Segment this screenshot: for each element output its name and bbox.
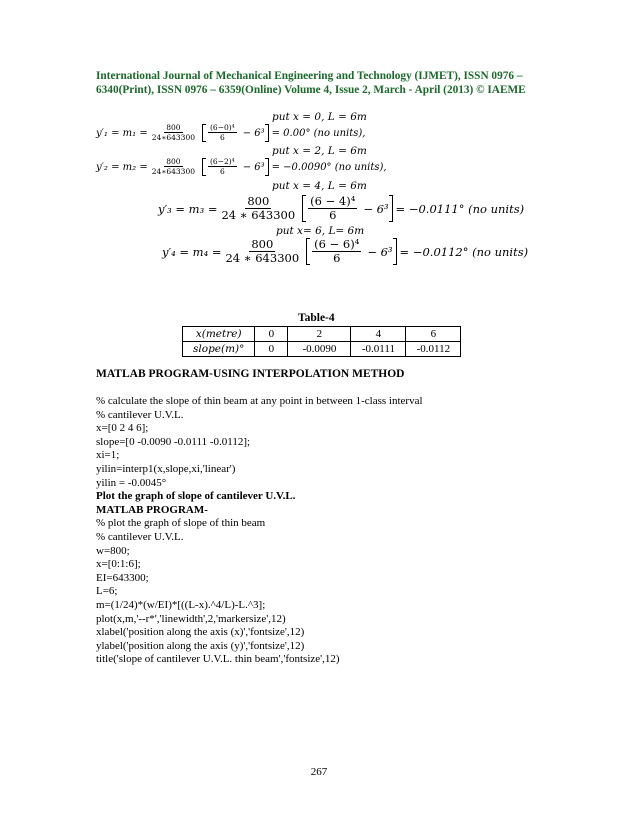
coefficient-fraction: $\frac{800}{24 ∗ 643300}$ — [225, 237, 300, 265]
code-line: % cantilever U.V.L. — [96, 530, 184, 543]
equation-rhs: = −0.0111° (no units) — [395, 201, 525, 216]
code-line: ylabel('position along the axis (y)','fontsize',12) — [96, 639, 305, 652]
table-row — [183, 327, 461, 342]
code-line: % calculate the slope of thin beam at any point in between 1-class interval — [96, 395, 423, 407]
code-line: xlabel('position along the axis (x)','fontsize',12) — [96, 626, 305, 639]
code-line: EI=643300; — [96, 571, 149, 584]
table-cell: -0.0112 — [406, 342, 461, 357]
row-header: x(metre) — [183, 327, 255, 342]
bracket: $\frac{\text{(6 − 4)⁴}}{6}$ − 6³ — [302, 195, 392, 222]
table-cell: -0.0090 — [288, 342, 351, 357]
code-line: xi=1; — [96, 449, 120, 462]
bracket: $\frac{\text{(6−0)⁴}}{6}$ − 6³ — [202, 124, 269, 142]
equation-rhs: = −0.0090° (no units), — [271, 161, 387, 173]
equation-lhs: y′₄ = m₄ = — [162, 244, 222, 259]
equation-3 — [158, 195, 524, 222]
condition-2: put x = 2, L = 6m — [272, 145, 367, 157]
equation-lhs: y′₃ = m₃ = — [158, 201, 218, 216]
table-cell: 0 — [255, 327, 288, 342]
matlab-code-block — [96, 395, 423, 667]
code-line: slope=[0 -0.0090 -0.0111 -0.0112]; — [96, 435, 251, 448]
equation-4 — [162, 238, 528, 265]
condition-1: put x = 0, L = 6m — [272, 111, 367, 123]
journal-header — [96, 69, 546, 97]
equation-rhs: = 0.00° (no units), — [271, 127, 366, 139]
header-line-1: International Journal of Mechanical Engineering and Technology (IJMET), ISSN 0976 – — [96, 70, 523, 82]
code-line: yilin = -0.0045° — [96, 476, 167, 489]
inner-fraction: $\frac{\text{(6−0)⁴}}{6}$ — [210, 123, 235, 143]
code-line: % plot the graph of slope of thin beam — [96, 517, 266, 530]
code-line: x=[0:1:6]; — [96, 558, 141, 571]
code-line: title('slope of cantilever U.V.L. thin beam','fontsize',12) — [96, 653, 340, 666]
table-title: Table-4 — [298, 312, 335, 324]
header-line-2: 6340(Print), ISSN 0976 – 6359(Online) Volume 4, Issue 2, March - April (2013) © IAEME — [96, 84, 526, 96]
table-cell: 6 — [406, 327, 461, 342]
page-number: 267 — [310, 766, 328, 778]
code-line: plot(x,m,'--r*','linewidth',2,'markersize',12) — [96, 612, 286, 625]
code-line: L=6; — [96, 585, 118, 598]
code-heading: Plot the graph of slope of cantilever U.V.L. — [96, 490, 296, 503]
row-header: slope(m)° — [183, 342, 255, 357]
inner-fraction: $\frac{\text{(6 − 4)⁴}}{6}$ — [310, 194, 356, 222]
table-cell: 2 — [288, 327, 351, 342]
bracket: $\frac{\text{(6 − 6)⁴}}{6}$ − 6³ — [306, 238, 396, 265]
coefficient-fraction: $\frac{800}{24 ∗ 643300}$ — [221, 194, 296, 222]
equation-lhs: y′₂ = m₂ = — [96, 161, 148, 173]
table-cell: 0 — [255, 342, 288, 357]
table-cell: -0.0111 — [351, 342, 406, 357]
coefficient-fraction: $\frac{800}{24∗643300}$ — [151, 123, 195, 143]
code-line: yilin=interp1(x,slope,xi,'linear') — [96, 462, 236, 475]
equation-rhs: = −0.0112° (no units) — [399, 244, 529, 259]
condition-3: put x = 4, L = 6m — [272, 180, 367, 192]
condition-4: put x= 6, L= 6m — [276, 225, 365, 237]
inner-fraction: $\frac{\text{(6 − 6)⁴}}{6}$ — [314, 237, 360, 265]
bracket: $\frac{\text{(6−2)⁴}}{6}$ − 6³ — [202, 158, 269, 176]
code-line: w=800; — [96, 544, 130, 557]
coefficient-fraction: $\frac{800}{24∗643300}$ — [151, 157, 195, 177]
code-line: % cantilever U.V.L. — [96, 408, 184, 421]
equation-lhs: y′₁ = m₁ = — [96, 127, 148, 139]
code-line: m=(1/24)*(w/EI)*[((L-x).^4/L)-L.^3]; — [96, 598, 266, 611]
inner-fraction: $\frac{\text{(6−2)⁴}}{6}$ — [210, 157, 235, 177]
equation-2 — [96, 158, 387, 176]
table-row — [183, 342, 461, 357]
section-title: MATLAB PROGRAM-USING INTERPOLATION METHOD — [96, 368, 405, 380]
equation-1 — [96, 124, 365, 142]
table-cell: 4 — [351, 327, 406, 342]
slope-table — [182, 326, 461, 357]
code-line: x=[0 2 4 6]; — [96, 422, 149, 435]
code-heading: MATLAB PROGRAM- — [96, 503, 208, 516]
